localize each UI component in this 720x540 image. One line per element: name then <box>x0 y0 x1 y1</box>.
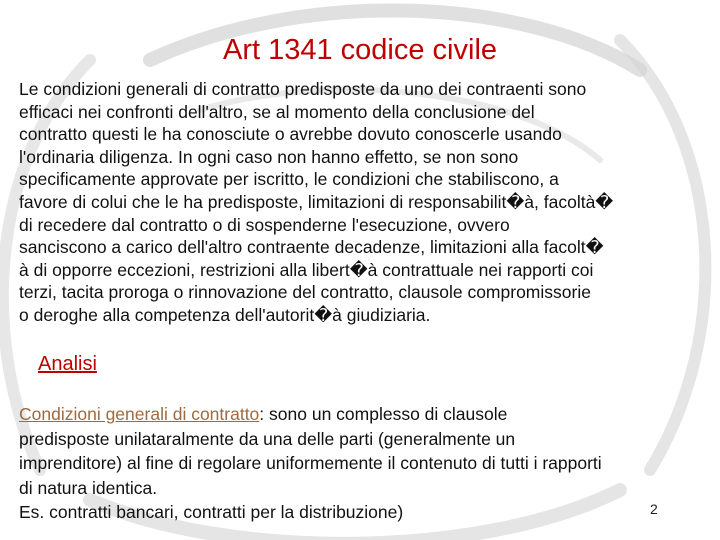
article-text: Le condizioni generali di contratto predisposte da uno dei contraenti sono efficaci nei confronti dell'altro, se al momento della conclusione del contratto questi le ha conosciute o avrebbe dovuto conoscerle usando l'ordinaria diligenza. In ogni caso non hanno effetto, se non sono specificamente approvate per iscritto, le condizioni che stabiliscono, a favore di colui che le ha predisposte, limitazioni di responsabilit�à, facoltà� di recedere dal contratto o di sospenderne l'esecuzione, ovvero sanciscono a carico dell'altro contraente decadenze, limitazioni alla facolt� à di opporre eccezioni, restrizioni alla libert�à contrattuale nei rapporti coi terzi, tacita proroga o rinnovazione del contratto, clausole compromissorie o deroghe alla competenza dell'autorit�à giudiziaria. <box>19 79 614 325</box>
analysis-definition: : sono un complesso di clausole predisposte unilataralmente da una delle parti (generalmente un imprenditore) al fine di regolare uniformemente il contenuto di tutti i rapporti di natura identica. Es. contratti bancari, contratti per la distribuzione) <box>19 404 602 522</box>
analysis-heading[interactable]: Analisi <box>38 353 97 375</box>
page-number: 2 <box>650 501 658 517</box>
analysis-paragraph <box>19 402 689 525</box>
analysis-term-link[interactable]: Condizioni generali di contratto <box>19 404 260 424</box>
slide-title: Art 1341 codice civile <box>222 34 498 66</box>
